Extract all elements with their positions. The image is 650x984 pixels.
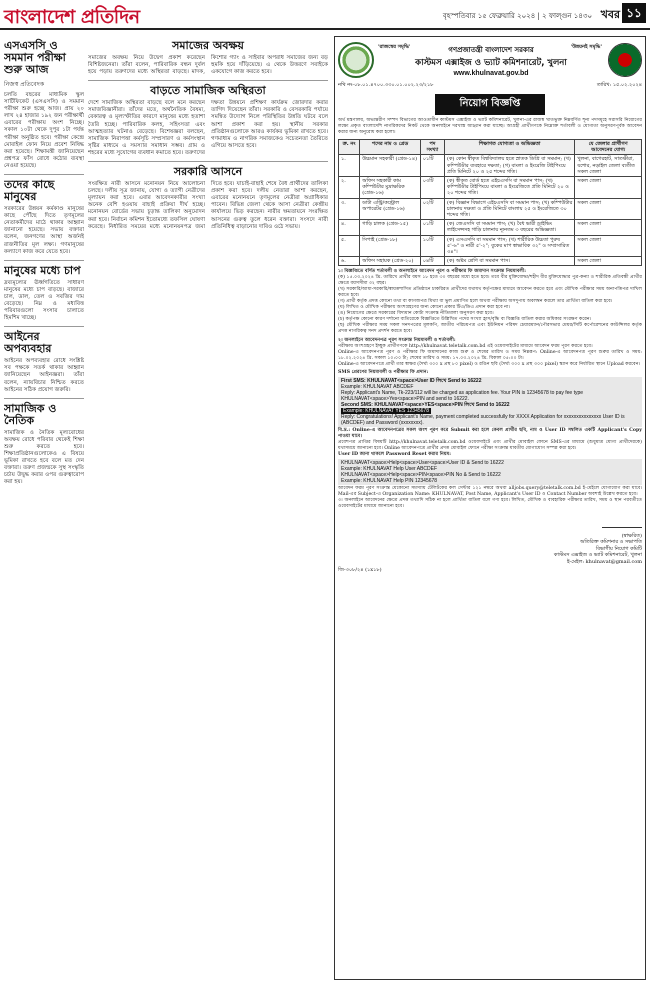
condition-item: (খ) সরকারি/আধা-সরকারি/স্বায়ত্তশাসিত প্রতিষ্ঠানে চাকরিরত প্রার্থীদের যথাযথ কর্তৃপক্ষের মাধ্যমে আবেদন করতে হবে এবং মৌখিক পরীক্ষার সময় অনাপত্তিপত্র দাখিল করতে হবে। [338, 287, 642, 299]
cell-serial: ৪. [339, 220, 360, 235]
ad-header [338, 40, 642, 80]
signer-title: অতিরিক্ত কমিশনার ও সভাপতি [580, 539, 642, 546]
conditions-title: ১। বিজ্ঞপ্তিতে বর্ণিত শর্তাবলী ও অনলাইনে আবেদন পূরণ ও পরীক্ষার ফি জমাদান সংক্রান্ত নিয়মাবলী: [338, 269, 526, 275]
cell-districts: সকল জেলা [575, 198, 642, 220]
article-body: দ্রব্যমূল্যের ঊর্ধ্বগতিতে সাধারণ মানুষের মধ্যে চাপ বাড়ছে। বাজারে চাল, ডাল, তেল ও সবজির দাম বেড়েছে। নিম্ন ও মধ্যবিত্ত পরিবারগুলো সংসার চালাতে হিমশিম খাচ্ছে। [4, 279, 84, 322]
condition-item: (ঙ) নিয়োগের ক্ষেত্রে সরকারের বিদ্যমান কোটা সংক্রান্ত নীতিমালা অনুসরণ করা হবে। [338, 311, 494, 317]
article-body: দেশে সামাজিক অস্থিরতা বাড়ছে বলে মনে করছেন সমাজবিজ্ঞানীরা। তাঁদের মতে, অর্থনৈতিক বৈষম্য, বেকারত্ব ও মূল্যস্ফীতির কারণে মানুষের মধ্যে হতাশা তৈরি হচ্ছে। পারিবারিক কলহ, সহিংসতা এবং আত্মহত্যার ঘটনাও বেড়েছে। বিশেষজ্ঞরা বলছেন, সামাজিক নিরাপত্তা কর্মসূচি সম্প্রসারণ ও কর্মসংস্থান সৃষ্টির মাধ্যমে এ সমস্যার সমাধান সম্ভব। গ্রাম ও শহরের মধ্যে সুযোগের ব্যবধান কমাতে হবে। তরুণদের দক্ষতা উন্নয়নে প্রশিক্ষণ কার্যক্রম জোরদার করার তাগিদ দিয়েছেন তাঁরা। সরকারি ও বেসরকারি পর্যায়ে সমন্বিত উদ্যোগ নিলে পরিস্থিতির উন্নতি ঘটবে বলে আশা প্রকাশ করা হয়। স্থানীয় সরকার প্রতিষ্ঠানগুলোকে আরও কার্যকর ভূমিকা রাখতে হবে। গণমাধ্যম ও নাগরিক সমাজকেও সচেতনতা তৈরিতে এগিয়ে আসতে হবে। [88, 100, 328, 156]
cell-count: ০১টি [420, 155, 444, 177]
government-emblem-icon [608, 43, 642, 77]
signature-mark [602, 516, 642, 528]
table-row [339, 257, 642, 266]
table-row [339, 220, 642, 235]
notice-banner: নিয়োগ বিজ্ঞপ্তি [435, 94, 545, 115]
cell-qualification: (ক) জেএসসি বা সমমান পাস; (খ) বৈধ ভারী ড্রাইভিং লাইসেন্সসহ গাড়ি চালনায় ন্যূনতম ৩ বছরের অভিজ্ঞতা। [445, 220, 575, 235]
divider [4, 326, 84, 327]
cell-post: সিপাই (গ্রেড-১৮) [360, 235, 421, 257]
divider [88, 161, 328, 162]
column-header: যে জেলার প্রার্থীগণ আবেদনের যোগ্য [575, 140, 642, 155]
masthead [0, 0, 650, 30]
cell-post: অফিস সহকারী কাম কম্পিউটার মুদ্রাক্ষরিক (গ্রেড-১৬) [360, 177, 421, 199]
reset-step: KHULNAVAT<space>Help<space>User<space>User ID & Send to 16222 [341, 460, 504, 467]
dateline: বৃহস্পতিবার ১৫ ফেব্রুয়ারি ২০২৪ | ২ ফাল্গুন ১৪৩০ [442, 12, 592, 20]
cell-qualification: (ক) কোন স্বীকৃত বিশ্ববিদ্যালয় হতে স্নাতক ডিগ্রি বা সমমান; (খ) কম্পিউটার ব্যবহারে দক্ষতা; (গ) বাংলা ও ইংরেজি টাইপিংয়ে প্রতি মিনিটে ২০ ও ২৫ শব্দের গতি। [445, 155, 575, 177]
article-byline: নিজস্ব প্রতিবেদক [4, 81, 45, 88]
sms-title: SMS প্রেরণের নিয়মাবলী ও পরীক্ষার ফি প্রদান: [338, 370, 429, 376]
cell-qualification: (ক) বিজ্ঞান বিভাগে এইচএসসি বা সমমান পাস; (খ) কম্পিউটার চালনায় দক্ষতা ও প্রতি মিনিটে বাংলায় ২৫ ও ইংরেজিতে ৩০ শব্দের গতি। [445, 198, 575, 220]
cell-districts: সকল জেলা [575, 257, 642, 266]
cell-qualification: (ক) স্বীকৃত বোর্ড হতে এইচএসসি বা সমমান পাস; (খ) কম্পিউটার টাইপিংয়ে বাংলা ও ইংরেজিতে প্রতি মিনিটে ২০ ও ২০ শব্দের গতি। [445, 177, 575, 199]
table-row [339, 198, 642, 220]
online-title: ২। অনলাইনে আবেদনপত্র পূরণ সংক্রান্ত নিয়মাবলী ও শর্তাবলী: [338, 338, 456, 344]
article-headline: মানুষের মধ্যে চাপ [4, 263, 81, 277]
table-header-row [339, 140, 642, 155]
article-headline: সামাজিক ও নৈতিক [4, 401, 57, 427]
signature-block [338, 516, 642, 565]
condition-item: (ছ) মৌখিক পরীক্ষার সময় সকল সনদপত্রের মূলকপি, জাতীয় পরিচয়পত্র এবং ইউনিয়ন পরিষদ চেয়ারম্যান/পৌরসভার মেয়র/সিটি কর্পোরেশনের কাউন্সিলর কর্তৃক প্রদত্ত নাগরিকত্ব সনদ প্রদর্শন করতে হবে। [338, 323, 642, 335]
office-name: কাস্টমস এক্সাইজ ও ভ্যাট কমিশনারেট, খুলনা [415, 57, 567, 68]
article-body: সামাজিক ও নৈতিক মূল্যবোধের অবক্ষয় রোধে পরিবার থেকেই শিক্ষা শুরু করতে হবে। শিক্ষাপ্রতিষ্ঠানগুলোকেও এ বিষয়ে ভূমিকা রাখতে হবে বলে মত দেন বক্তারা। তরুণ প্রজন্মকে সুস্থ সংস্কৃতি চর্চায় উদ্বুদ্ধ করার ওপর গুরুত্বারোপ করা হয়। [4, 429, 84, 486]
article-body: সমাজের অবক্ষয় নিয়ে উদ্বেগ প্রকাশ করেছেন বিশিষ্টজনেরা। তাঁরা বলেন, পারিবারিক বন্ধন দুর্বল হয়ে পড়ায় তরুণদের মধ্যে অস্থিরতা বাড়ছে। মাদক, কিশোর গ্যাং ও সাইবার অপরাধ সমাজের জন্য বড় হুমকি হয়ে দাঁড়িয়েছে। এ থেকে উত্তরণে সবাইকে একযোগে কাজ করতে হবে। [88, 55, 328, 76]
cell-serial: ৬. [339, 257, 360, 266]
conditions-section [338, 269, 642, 335]
divider [4, 260, 84, 261]
article-headline: বাড়তে সামাজিক অস্থিরতা [150, 84, 266, 98]
cell-serial: ২. [339, 177, 360, 199]
article-headline: আইনের অপব্যবহার [4, 330, 52, 356]
sms-step: First SMS: KHULNAVAT<space>User ID লিখে Send to 16222 [341, 378, 482, 385]
ad-intro: অর্থ মন্ত্রণালয়, অভ্যন্তরীণ সম্পদ বিভাগের আওতাধীন কাস্টমস এক্সাইজ ও ভ্যাট কমিশনারেট, খুলনা-এর রাজস্ব খাতভুক্ত নিম্নবর্ণিত শূন্য পদসমূহে সরাসরি নিয়োগের লক্ষ্যে প্রকৃত বাংলাদেশি নাগরিকদের নিকট থেকে অনলাইনে দরখাস্ত আহ্বান করা যাচ্ছে। আগ্রহী প্রার্থীগণকে নিম্নোক্ত শর্তাবলী ও যোগ্যতা অনুসরণপূর্বক আবেদন করার জন্য অনুরোধ করা হলো। [338, 118, 642, 135]
sms-reply: Reply: Applicant's Name, Tk-223/112 will be charged as application fee. Your PIN is 12345678 to pay fee type KHULNAVAT<space>Yes<space>PIN and send to 16222. [341, 390, 584, 403]
signer-name: (স্বাক্ষরিত) [621, 532, 642, 539]
article-headline: এসএসসি ও সমমান পরীক্ষা শুরু আজ [4, 39, 66, 76]
reference-number: নথি নং-০৮.০১.৪৭০০.৩৩০.০১.০০২.২৩/২১৮ [338, 82, 434, 88]
ad-slogan: 'উন্নয়নই সমৃদ্ধি' [570, 44, 602, 50]
cell-post: গাড়ি চালক (গ্রেড-১৫) [360, 220, 421, 235]
ad-reference [338, 82, 642, 90]
condition-item: (ঘ) লিখিত ও মৌখিক পরীক্ষায় অংশগ্রহণের জন্য কোনো প্রকার টিএ/ডিএ প্রদান করা হবে না। [338, 305, 510, 311]
table-row [339, 155, 642, 177]
cell-qualification: (ক) এসএসসি বা সমমান পাস; (খ) শারীরিক উচ্চতা পুরুষ ৫'-৬" ও নারী ৫'-২"; বুকের মাপ স্বাভাবিক ৩২" ও সম্প্রসারিত ৩৪"। [445, 235, 575, 257]
divider [4, 398, 84, 399]
helpline-section [338, 486, 642, 510]
page-number: ১১ [622, 3, 646, 23]
posts-table [338, 139, 642, 266]
condition-item: (গ) প্রার্থী কর্তৃক প্রদত্ত কোনো তথ্য বা কাগজপত্র মিথ্যা বা ভুল প্রমাণিত হলে অথবা পরীক্ষায় অসদুপায় অবলম্বন করলে তার প্রার্থিতা বাতিল করা হবে। [338, 299, 613, 305]
recruitment-advertisement [334, 36, 646, 980]
condition-item: (ক) ১৫.০৩.২০২৪ খ্রি. তারিখে প্রার্থীর বয়স ১৮ হতে ৩০ বছরের মধ্যে হতে হবে। তবে বীর মুক্তিযোদ্ধা/শহীদ বীর মুক্তিযোদ্ধার পুত্র-কন্যা ও শারীরিক প্রতিবন্ধী প্রার্থীর ক্ষেত্রে বয়সসীমা ৩২ বছর। [338, 275, 642, 287]
table-row [339, 235, 642, 257]
section-tag: খবর [600, 8, 620, 21]
column-header: ক্র. নং [339, 140, 360, 155]
cell-districts: খুলনা, বাগেরহাট, সাতক্ষীরা, যশোর, নড়াইল জেলা ব্যতীত সকল জেলা [575, 155, 642, 177]
signer-email: ই-মেইল: khulnavat@gmail.com [566, 558, 642, 565]
article-body: আইনের অপব্যবহার রোধে সংশ্লিষ্ট সব পক্ষকে সতর্ক থাকার আহ্বান জানিয়েছেন আইনজ্ঞরা। তাঁরা বলেন, ন্যায়বিচার নিশ্চিত করতে আইনের সঠিক প্রয়োগ জরুরি। [4, 358, 84, 393]
signer-office: কাস্টমস এক্সাইজ ও ভ্যাট কমিশনারেট, খুলনা [553, 552, 642, 559]
article-body: সংরক্ষিত নারী আসনে মনোনয়ন নিয়ে আলোচনা চলছে। দলীয় সূত্র জানায়, যোগ্য ও ত্যাগী নেত্রীদের মূল্যায়ন করা হবে। এবার আবেদনকারীর সংখ্যা অনেক বেশি হওয়ায় বাছাই প্রক্রিয়া দীর্ঘ হচ্ছে। মনোনয়ন বোর্ডের সভায় চূড়ান্ত তালিকা অনুমোদন করা হবে। নির্বাচন কমিশন ইতোমধ্যে তফসিল ঘোষণা করেছে। নির্ধারিত সময়ের মধ্যে মনোনয়নপত্র জমা দিতে হবে। যাচাই-বাছাই শেষে বৈধ প্রার্থীদের তালিকা প্রকাশ করা হবে। দলীয় নেতারা আশা করছেন, এবারের মনোনয়নে তৃণমূলের নেত্রীরা অগ্রাধিকার পাবেন। বিভিন্ন জেলা থেকে আসা নেত্রীরা কেন্দ্রীয় কার্যালয়ে ভিড় করছেন। নারীর ক্ষমতায়নে সংরক্ষিত আসনের গুরুত্ব তুলে ধরেন বক্তারা। সংসদে নারী প্রতিনিধিত্ব বাড়ানোর দাবিও ওঠে সভায়। [88, 181, 328, 230]
middle-news-column [88, 36, 328, 980]
cell-post: উচ্চমান সহকারী (গ্রেড-১৪) [360, 155, 421, 177]
condition-item: (চ) কর্তৃপক্ষ কোনো কারণ দর্শানো ব্যতিরেকে বিজ্ঞপ্তিতে উল্লিখিত পদের সংখ্যা হ্রাস/বৃদ্ধি বা বিজ্ঞপ্তি বাতিল করার অধিকার সংরক্ষণ করেন। [338, 317, 592, 323]
divider [4, 174, 84, 175]
online-rule: Online-এ আবেদনপত্রে প্রার্থী তার স্বাক্ষর (দৈর্ঘ্য ৩০০ x প্রস্থ ৮০ pixel) ও রঙিন ছবি (দৈর্ঘ্য ৩০০ x প্রস্থ ৩০০ pixel) স্ক্যান করে নির্ধারিত স্থানে Upload করবেন। [338, 362, 641, 368]
article-body: চলতি বছরের মাধ্যমিক স্কুল সার্টিফিকেট (এসএসসি) ও সমমান পরীক্ষা শুরু হচ্ছে আজ। প্রায় ২০ লাখ ২৪ হাজার ১৯২ জন পরীক্ষার্থী এবারের পরীক্ষায় অংশ নিচ্ছে। সকাল ১০টা থেকে দুপুর ১টা পর্যন্ত পরীক্ষা অনুষ্ঠিত হবে। পরীক্ষা কেন্দ্রে মোবাইল ফোন নিয়ে প্রবেশ নিষিদ্ধ করা হয়েছে। শিক্ষামন্ত্রী জানিয়েছেন প্রশ্নপত্র ফাঁস রোধে কঠোর ব্যবস্থা নেওয়া হয়েছে। [4, 92, 84, 169]
helpline-info: আবেদন ফরম পূরণ সংক্রান্ত যেকোনো সমস্যায় টেলিটকের কল সেন্টার ১২১ নম্বরে অথবা alljobs.query@teletalk.com.bd ই-মেইলে যোগাযোগ করা যাবে। Mail-এর Subject-এ Organization Name: KHULNAVAT, Post Name, Applicant's User ID ও Contact Number অবশ্যই উল্লেখ করতে হবে। [338, 486, 642, 498]
table-row [339, 177, 642, 199]
admit-card-info: প্রবেশপত্র প্রাপ্তির বিষয়টি http://khulnavat.teletalk.com.bd ওয়েবসাইটে এবং প্রার্থীর মোবাইল ফোনে SMS-এর মাধ্যমে (শুধুমাত্র যোগ্য প্রার্থীদেরকে) যথাসময়ে জানানো হবে। Online আবেদনপত্রে প্রার্থীর প্রদত্ত মোবাইল ফোনে পরীক্ষা সংক্রান্ত যাবতীয় যোগাযোগ সম্পন্ন করা হবে। [338, 440, 642, 452]
reset-example: Example: KHULNAVAT Help PIN 12345678 [341, 478, 438, 485]
online-section [338, 338, 642, 376]
sms-example: Example: KHULNAVAT YES 12345678 [343, 408, 429, 415]
divider [88, 80, 328, 81]
cell-serial: ১. [339, 155, 360, 177]
post-sms-section [338, 428, 642, 458]
government-name: গণপ্রজাতন্ত্রী বাংলাদেশ সরকার [448, 45, 534, 54]
article-body: সরকারের উন্নয়ন কর্মকাণ্ড মানুষের কাছে পৌঁছে দিতে তৃণমূলের নেতাকর্মীদের মাঠে থাকার আহ্বান জানানো হয়েছে। সভায় বক্তারা বলেন, জনগণের আস্থা অর্জনই রাজনীতির মূল লক্ষ্য। গণমানুষের কল্যাণে কাজ করে যেতে হবে। [4, 206, 84, 255]
left-news-column [4, 36, 84, 980]
sms-instruction-box [338, 377, 642, 427]
cell-count: ০২টি [420, 198, 444, 220]
online-rule: Online-এ আবেদনপত্র পূরণ ও পরীক্ষার ফি জমাদানের কাজ শুরু ও শেষের তারিখ ও সময় নিম্নরূপ: Online-এ আবেদনপত্র পূরণ শুরুর তারিখ ও সময়: ১৮.০২.২০২৪ খ্রি. সকাল ১০:০০ টা; শেষের তারিখ ও সময়: ১৭.০৩.২০২৪ খ্রি. বিকাল ০৫:০০ টা। [338, 350, 642, 362]
cell-districts: সকল জেলা [575, 235, 642, 257]
cell-count: ০৪টি [420, 257, 444, 266]
column-header: পদ সংখ্যা [420, 140, 444, 155]
sms-example: Example: KHULNAVAT ABCDEF [341, 384, 414, 391]
cell-serial: ৫. [339, 235, 360, 257]
cell-count: ০৩টি [420, 177, 444, 199]
ad-code: জি-৩০৮/২৪ (১x১৮) [338, 567, 382, 574]
cell-count: ১০টি [420, 235, 444, 257]
sms-note: বি.দ্র.: Online-এ আবেদনপত্রের সকল অংশ পূরণ করে Submit করা হলে কেবল প্রার্থীর ছবি, নাম ও User ID সম্বলিত একটি Applicant's Copy পাওয়া যাবে। [338, 428, 642, 440]
article-headline: সরকারি আসনে [173, 165, 243, 179]
cell-post: অফিস সহায়ক (গ্রেড-২০) [360, 257, 421, 266]
sms-step: Second SMS: KHULNAVAT<space>YES<space>PIN লিখে Send to 16222 [341, 402, 510, 409]
article-headline: সমাজের অবক্ষয় [172, 39, 244, 52]
newspaper-logo: বাংলাদেশ প্রতিদিন [4, 6, 140, 28]
reset-step: KHULNAVAT<space>Help<space>PIN<space>PIN No & Send to 16222 [341, 472, 501, 479]
cell-serial: ৩. [339, 198, 360, 220]
cell-districts: সকল জেলা [575, 220, 642, 235]
cell-post: ডাটা এন্ট্রি/কন্ট্রোল অপারেটর (গ্রেড-১৬) [360, 198, 421, 220]
ad-slogan: 'রাজস্বের সমৃদ্ধি' [378, 44, 411, 50]
sms-reply: Reply: Congratulations! Applicant's Name, payment completed successfully for XXXX Application for xxxxxxxxxxxxxxx User ID is (ABCDEF) and Password (xxxxxxxx). [341, 414, 625, 427]
revenue-seal-icon [338, 42, 374, 78]
column-header: শিক্ষাগত যোগ্যতা ও অভিজ্ঞতা [445, 140, 575, 155]
final-note: ৩। অনলাইনে আবেদনের ক্ষেত্রে প্রদত্ত তথ্যাদি সঠিক না হলে প্রার্থিতা বাতিল বলে গণ্য হবে। লিখিত, মৌখিক ও ব্যবহারিক পরীক্ষার তারিখ, সময় ও স্থান পরবর্তীতে ওয়েবসাইটের মাধ্যমে জানানো হবে। [338, 498, 642, 510]
online-rule: পরীক্ষায় অংশগ্রহণে ইচ্ছুক প্রার্থীগণকে http://khulnavat.teletalk.com.bd এই ওয়েবসাইটের মাধ্যমে আবেদন ফরম পূরণ করতে হবে। [338, 344, 593, 350]
cell-count: ০১টি [420, 220, 444, 235]
reference-date: তারিখ: ১৫.০২.২০২৪ [596, 82, 642, 88]
cell-qualification: (ক) অষ্টম শ্রেণি বা সমমান পাস। [445, 257, 575, 266]
column-header: পদের নাম ও গ্রেড [360, 140, 421, 155]
cell-districts: সকল জেলা [575, 177, 642, 199]
office-website: www.khulnavat.gov.bd [453, 69, 529, 77]
lost-password-title: User ID জানা থাকলে Password Reset করার নিয়ম: [338, 452, 451, 458]
article-headline: তদের কাছে মানুষের [4, 178, 55, 204]
signer-committee: বিভাগীয় নিয়োগ কমিটি [595, 545, 642, 552]
reset-example: Example: KHULNAVAT Help User ABCDEF [341, 466, 438, 473]
password-reset-box [338, 459, 642, 485]
